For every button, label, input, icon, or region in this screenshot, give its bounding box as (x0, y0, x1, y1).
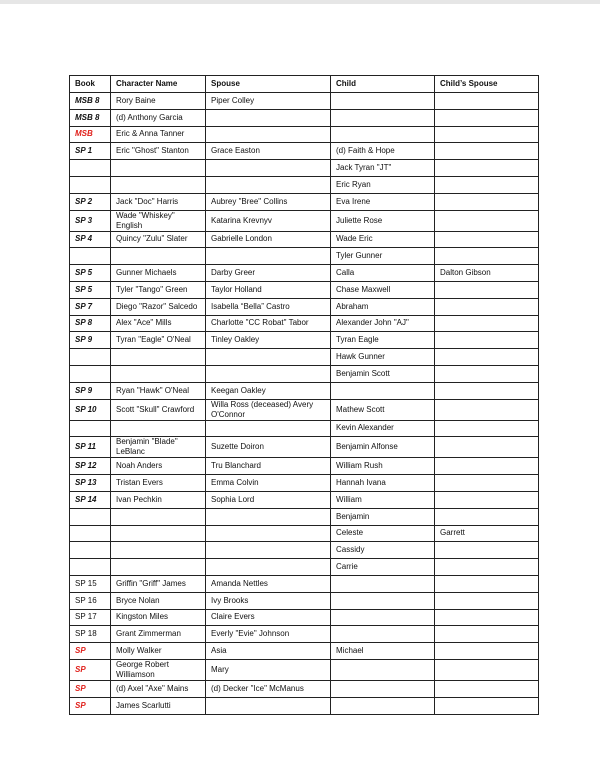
cell-child-spouse (435, 176, 539, 193)
cell-name: (d) Anthony Garcia (111, 109, 206, 126)
cell-book: SP 11 (70, 437, 111, 458)
cell-spouse: Keegan Oakley (206, 382, 331, 399)
cell-child-spouse (435, 559, 539, 576)
cell-spouse: Willa Ross (deceased) Avery O'Connor (206, 399, 331, 420)
header-row (70, 76, 539, 93)
cell-spouse: Grace Easton (206, 143, 331, 160)
cell-spouse (206, 542, 331, 559)
cell-child-spouse (435, 231, 539, 248)
cell-book (70, 248, 111, 265)
cell-child: Mathew Scott (331, 399, 435, 420)
cell-child-spouse (435, 193, 539, 210)
cell-spouse: Tinley Oakley (206, 332, 331, 349)
cell-spouse: Gabrielle London (206, 231, 331, 248)
cell-name: Griffin "Griff" James (111, 575, 206, 592)
cell-book: SP 18 (70, 626, 111, 643)
cell-book (70, 542, 111, 559)
cell-book (70, 349, 111, 366)
cell-name: Gunner Michaels (111, 265, 206, 282)
cell-child: Juliette Rose (331, 210, 435, 231)
cell-child: Abraham (331, 298, 435, 315)
table-row (70, 332, 539, 349)
cell-name: Ivan Pechkin (111, 491, 206, 508)
header-book: Book (70, 76, 111, 93)
table-row (70, 160, 539, 177)
cell-spouse (206, 248, 331, 265)
cell-child: Benjamin Alfonse (331, 437, 435, 458)
cell-child-spouse (435, 458, 539, 475)
cell-name (111, 508, 206, 525)
cell-child-spouse (435, 126, 539, 143)
cell-child-spouse (435, 349, 539, 366)
cell-child: Calla (331, 265, 435, 282)
cell-spouse: Everly "Evie" Johnson (206, 626, 331, 643)
cell-name (111, 176, 206, 193)
table-row (70, 143, 539, 160)
cell-child-spouse (435, 680, 539, 697)
table-row (70, 491, 539, 508)
cell-book: MSB 8 (70, 109, 111, 126)
cell-name: Kingston Miles (111, 609, 206, 626)
cell-name: Benjamin "Blade" LeBlanc (111, 437, 206, 458)
cell-spouse: Suzette Doiron (206, 437, 331, 458)
cell-child: Hannah Ivana (331, 475, 435, 492)
cell-book: SP 12 (70, 458, 111, 475)
cell-child: Hawk Gunner (331, 349, 435, 366)
cell-name: Rory Baine (111, 93, 206, 110)
table-row (70, 382, 539, 399)
cell-child-spouse (435, 508, 539, 525)
header-child: Child (331, 76, 435, 93)
cell-spouse: Aubrey "Bree" Collins (206, 193, 331, 210)
table-row (70, 248, 539, 265)
table-row (70, 458, 539, 475)
header-childs-spouse: Child’s Spouse (435, 76, 539, 93)
cell-book: SP 5 (70, 265, 111, 282)
cell-name: James Scarlutti (111, 697, 206, 714)
cell-spouse (206, 559, 331, 576)
table-row (70, 559, 539, 576)
cell-child-spouse (435, 491, 539, 508)
table-row (70, 399, 539, 420)
cell-spouse (206, 508, 331, 525)
cell-book (70, 420, 111, 437)
cell-child: Carrie (331, 559, 435, 576)
cell-spouse (206, 176, 331, 193)
cell-name: Grant Zimmerman (111, 626, 206, 643)
cell-name (111, 542, 206, 559)
cell-book: SP 9 (70, 332, 111, 349)
table-row (70, 298, 539, 315)
cell-child-spouse (435, 626, 539, 643)
cell-name: Diego "Razor" Salcedo (111, 298, 206, 315)
cell-spouse: Mary (206, 659, 331, 680)
cell-child: William (331, 491, 435, 508)
cell-name: Bryce Nolan (111, 592, 206, 609)
cell-child: Alexander John "AJ" (331, 315, 435, 332)
cell-name: Ryan "Hawk" O'Neal (111, 382, 206, 399)
cell-book: SP 15 (70, 575, 111, 592)
cell-child-spouse (435, 643, 539, 660)
cell-child-spouse (435, 542, 539, 559)
cell-child (331, 659, 435, 680)
table-row (70, 437, 539, 458)
cell-name (111, 349, 206, 366)
table-row (70, 193, 539, 210)
cell-book: SP 1 (70, 143, 111, 160)
cell-spouse: Taylor Holland (206, 281, 331, 298)
cell-child: Celeste (331, 525, 435, 542)
cell-child: Eva Irene (331, 193, 435, 210)
cell-book: SP 10 (70, 399, 111, 420)
cell-child: Kevin Alexander (331, 420, 435, 437)
cell-child-spouse (435, 659, 539, 680)
table-row (70, 109, 539, 126)
table-row (70, 592, 539, 609)
table-row (70, 680, 539, 697)
cell-book (70, 508, 111, 525)
cell-book: SP 7 (70, 298, 111, 315)
cell-book: SP 9 (70, 382, 111, 399)
cell-spouse (206, 126, 331, 143)
table-row (70, 575, 539, 592)
cell-child (331, 609, 435, 626)
cell-spouse (206, 365, 331, 382)
table-row (70, 265, 539, 282)
cell-child (331, 626, 435, 643)
cell-book (70, 559, 111, 576)
table-row (70, 210, 539, 231)
cell-spouse (206, 697, 331, 714)
cell-child-spouse (435, 475, 539, 492)
cell-name: Quincy "Zulu" Slater (111, 231, 206, 248)
cell-spouse: Isabella “Bella” Castro (206, 298, 331, 315)
table-row (70, 231, 539, 248)
cell-child-spouse (435, 382, 539, 399)
cell-child-spouse (435, 109, 539, 126)
cell-name: Tyran "Eagle" O'Neal (111, 332, 206, 349)
cell-book: SP 16 (70, 592, 111, 609)
cell-child: Cassidy (331, 542, 435, 559)
cell-book: SP (70, 680, 111, 697)
cell-child-spouse (435, 281, 539, 298)
cell-child: (d) Faith & Hope (331, 143, 435, 160)
cell-child-spouse (435, 143, 539, 160)
cell-book: SP 14 (70, 491, 111, 508)
cell-spouse (206, 420, 331, 437)
cell-child (331, 592, 435, 609)
table-row (70, 542, 539, 559)
table-row (70, 126, 539, 143)
table-row (70, 659, 539, 680)
cell-child: Michael (331, 643, 435, 660)
table-row (70, 176, 539, 193)
cell-child-spouse (435, 248, 539, 265)
table-row (70, 93, 539, 110)
character-table (69, 75, 539, 715)
cell-book: SP 8 (70, 315, 111, 332)
cell-name: Noah Anders (111, 458, 206, 475)
cell-name: Scott "Skull" Crawford (111, 399, 206, 420)
cell-name (111, 365, 206, 382)
cell-book: MSB 8 (70, 93, 111, 110)
cell-name (111, 525, 206, 542)
cell-child-spouse (435, 575, 539, 592)
cell-spouse: Asia (206, 643, 331, 660)
cell-child-spouse (435, 365, 539, 382)
table-row (70, 475, 539, 492)
cell-child: Benjamin (331, 508, 435, 525)
cell-name: Tyler "Tango" Green (111, 281, 206, 298)
table-row (70, 315, 539, 332)
cell-name: Eric & Anna Tanner (111, 126, 206, 143)
cell-name: George Robert Williamson (111, 659, 206, 680)
top-edge (0, 0, 600, 4)
cell-name: Alex "Ace" Mills (111, 315, 206, 332)
cell-spouse: Emma Colvin (206, 475, 331, 492)
table-row (70, 281, 539, 298)
cell-spouse (206, 525, 331, 542)
cell-child: Eric Ryan (331, 176, 435, 193)
cell-spouse: Claire Evers (206, 609, 331, 626)
cell-child-spouse (435, 697, 539, 714)
cell-child-spouse (435, 399, 539, 420)
cell-child: Benjamin Scott (331, 365, 435, 382)
cell-child-spouse: Dalton Gibson (435, 265, 539, 282)
table-row (70, 609, 539, 626)
cell-spouse: Charlotte "CC Robat" Tabor (206, 315, 331, 332)
cell-name: (d) Axel "Axe" Mains (111, 680, 206, 697)
cell-child-spouse (435, 437, 539, 458)
cell-book: MSB (70, 126, 111, 143)
cell-name (111, 559, 206, 576)
cell-child: Wade Eric (331, 231, 435, 248)
cell-child: Chase Maxwell (331, 281, 435, 298)
cell-spouse: Sophia Lord (206, 491, 331, 508)
cell-spouse: Katarina Krevnyv (206, 210, 331, 231)
table-row (70, 349, 539, 366)
cell-name (111, 420, 206, 437)
cell-book: SP 5 (70, 281, 111, 298)
cell-child-spouse (435, 315, 539, 332)
table-row (70, 420, 539, 437)
cell-child (331, 697, 435, 714)
cell-book: SP 2 (70, 193, 111, 210)
cell-child: Tyler Gunner (331, 248, 435, 265)
table-row (70, 365, 539, 382)
cell-child (331, 126, 435, 143)
cell-child (331, 575, 435, 592)
table-row (70, 697, 539, 714)
cell-name (111, 160, 206, 177)
table-row (70, 643, 539, 660)
header-character-name: Character Name (111, 76, 206, 93)
cell-child: Jack Tyran "JT" (331, 160, 435, 177)
cell-book: SP 13 (70, 475, 111, 492)
cell-child: Tyran Eagle (331, 332, 435, 349)
table-row (70, 508, 539, 525)
cell-child-spouse (435, 298, 539, 315)
cell-child-spouse (435, 93, 539, 110)
cell-child (331, 109, 435, 126)
cell-child-spouse (435, 332, 539, 349)
cell-name: Eric "Ghost" Stanton (111, 143, 206, 160)
cell-spouse (206, 160, 331, 177)
cell-child-spouse (435, 592, 539, 609)
cell-name: Jack "Doc" Harris (111, 193, 206, 210)
cell-spouse: Piper Colley (206, 93, 331, 110)
cell-spouse: Darby Greer (206, 265, 331, 282)
cell-book: SP 3 (70, 210, 111, 231)
table-row (70, 626, 539, 643)
cell-spouse (206, 109, 331, 126)
cell-book (70, 160, 111, 177)
table-row (70, 525, 539, 542)
cell-spouse (206, 349, 331, 366)
cell-name: Molly Walker (111, 643, 206, 660)
cell-child (331, 382, 435, 399)
cell-child-spouse: Garrett (435, 525, 539, 542)
cell-child-spouse (435, 160, 539, 177)
cell-child-spouse (435, 420, 539, 437)
cell-book: SP (70, 643, 111, 660)
cell-book (70, 365, 111, 382)
cell-child-spouse (435, 609, 539, 626)
cell-book (70, 525, 111, 542)
cell-child (331, 93, 435, 110)
cell-book: SP (70, 697, 111, 714)
cell-name: Wade "Whiskey" English (111, 210, 206, 231)
cell-book: SP 17 (70, 609, 111, 626)
cell-name: Tristan Evers (111, 475, 206, 492)
cell-spouse: Ivy Brooks (206, 592, 331, 609)
cell-child-spouse (435, 210, 539, 231)
cell-spouse: Amanda Nettles (206, 575, 331, 592)
cell-child (331, 680, 435, 697)
header-spouse: Spouse (206, 76, 331, 93)
cell-book: SP (70, 659, 111, 680)
cell-book: SP 4 (70, 231, 111, 248)
cell-spouse: Tru Blanchard (206, 458, 331, 475)
cell-child: William Rush (331, 458, 435, 475)
cell-name (111, 248, 206, 265)
cell-spouse: (d) Decker "Ice" McManus (206, 680, 331, 697)
cell-book (70, 176, 111, 193)
